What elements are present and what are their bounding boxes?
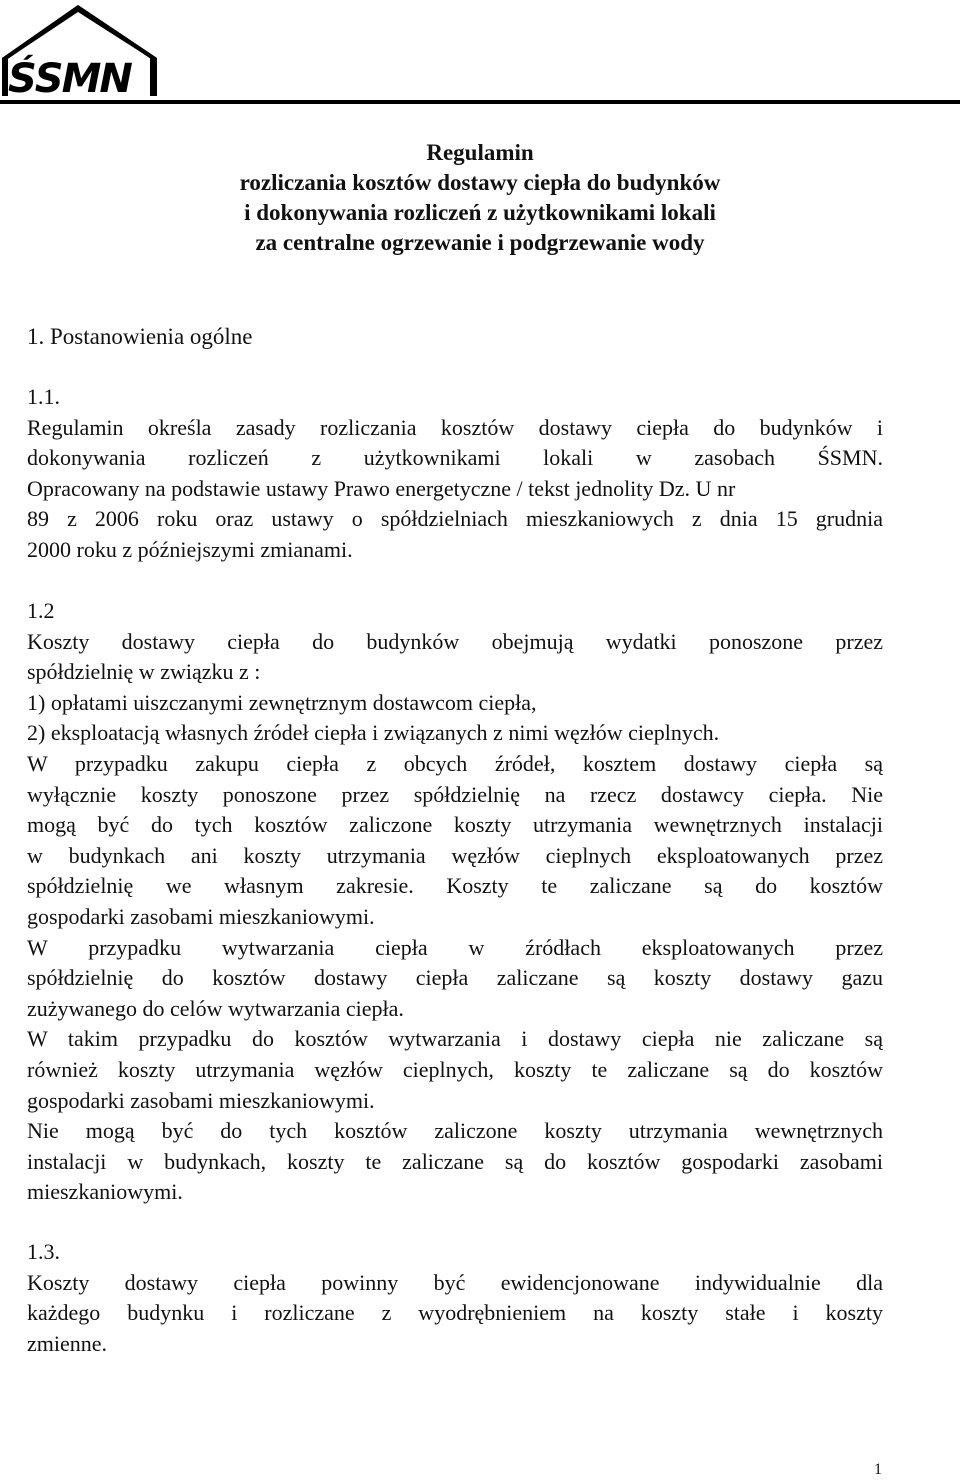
text-line: w budynkach ani koszty utrzymania węzłów cieplnych eksploatowanych przez [27, 842, 883, 868]
paragraph-number: 1.2 [27, 598, 55, 623]
text-line: Regulamin określa zasady rozliczania kosztów dostawy ciepła do budynków i [27, 414, 883, 440]
title-line: rozliczania kosztów dostawy ciepła do budynków [239, 170, 721, 195]
title-line: Regulamin [426, 140, 534, 165]
section-heading: 1. Postanowienia ogólne [27, 324, 253, 349]
text-line: mieszkaniowymi. [27, 1179, 183, 1205]
text-line: W przypadku wytwarzania ciepła w źródłach eksploatowanych przez [27, 934, 883, 960]
title-line: i dokonywania rozliczeń z użytkownikami lokali [244, 200, 716, 225]
smn-logo [0, 0, 160, 100]
svg-text:ŚSMN: ŚSMN [8, 56, 131, 100]
text-line: spółdzielnię we własnym zakresie. Koszty te zaliczane są do kosztów [27, 873, 883, 899]
text-line: W takim przypadku do kosztów wytwarzania i dostawy ciepła nie zaliczane są [27, 1026, 883, 1052]
text-line: gospodarki zasobami mieszkaniowymi. [27, 1087, 375, 1113]
text-line: zużywanego do celów wytwarzania ciepła. [27, 995, 404, 1021]
text-line: Nie mogą być do tych kosztów zaliczone koszty utrzymania wewnętrznych [27, 1118, 883, 1144]
page-number: 1 [874, 1461, 882, 1478]
text-line: 2) eksploatacją własnych źródeł ciepła i związanych z nimi węzłów cieplnych. [27, 720, 720, 746]
text-line: również koszty utrzymania węzłów cieplnych, koszty te zaliczane są do kosztów [27, 1056, 883, 1082]
text-line: Opracowany na podstawie ustawy Prawo energetyczne / tekst jednolity Dz. U nr [27, 475, 736, 501]
text-line: dokonywania rozliczeń z użytkownikami lokali w zasobach ŚSMN. [27, 445, 883, 471]
text-line: mogą być do tych kosztów zaliczone koszty utrzymania wewnętrznych instalacji [27, 812, 883, 838]
paragraph-1-3 [27, 1237, 883, 1359]
text-line: instalacji w budynkach, koszty te zaliczane są do kosztów gospodarki zasobami [27, 1148, 883, 1174]
title-line: za centralne ogrzewanie i podgrzewanie wody [255, 230, 705, 255]
paragraph-1-2 [27, 596, 883, 1208]
header-rule [0, 100, 960, 104]
paragraph-number: 1.1. [27, 384, 60, 409]
paragraph-1-1 [27, 382, 883, 566]
text-line: wyłącznie koszty ponoszone przez spółdzielnię na rzecz dostawcy ciepła. Nie [27, 781, 883, 807]
text-line: zmienne. [27, 1330, 108, 1356]
text-line: spółdzielnię w związku z : [27, 659, 261, 685]
text-line: każdego budynku i rozliczane z wyodrębnieniem na koszty stałe i koszty [27, 1300, 883, 1326]
text-line: Koszty dostawy ciepła powinny być ewidencjonowane indywidualnie dla [27, 1269, 883, 1295]
document-title [0, 138, 960, 258]
text-line: 2000 roku z późniejszymi zmianami. [27, 536, 353, 562]
text-line: 1) opłatami uiszczanymi zewnętrznym dostawcom ciepła, [27, 689, 537, 715]
text-line: spółdzielnię do kosztów dostawy ciepła zaliczane są koszty dostawy gazu [27, 965, 883, 991]
text-line: gospodarki zasobami mieszkaniowymi. [27, 903, 375, 929]
text-line: Koszty dostawy ciepła do budynków obejmują wydatki ponoszone przez [27, 628, 883, 654]
text-line: W przypadku zakupu ciepła z obcych źródeł, kosztem dostawy ciepła są [27, 750, 883, 776]
paragraph-number: 1.3. [27, 1239, 60, 1264]
text-line: 89 z 2006 roku oraz ustawy o spółdzielniach mieszkaniowych z dnia 15 grudnia [27, 506, 883, 532]
